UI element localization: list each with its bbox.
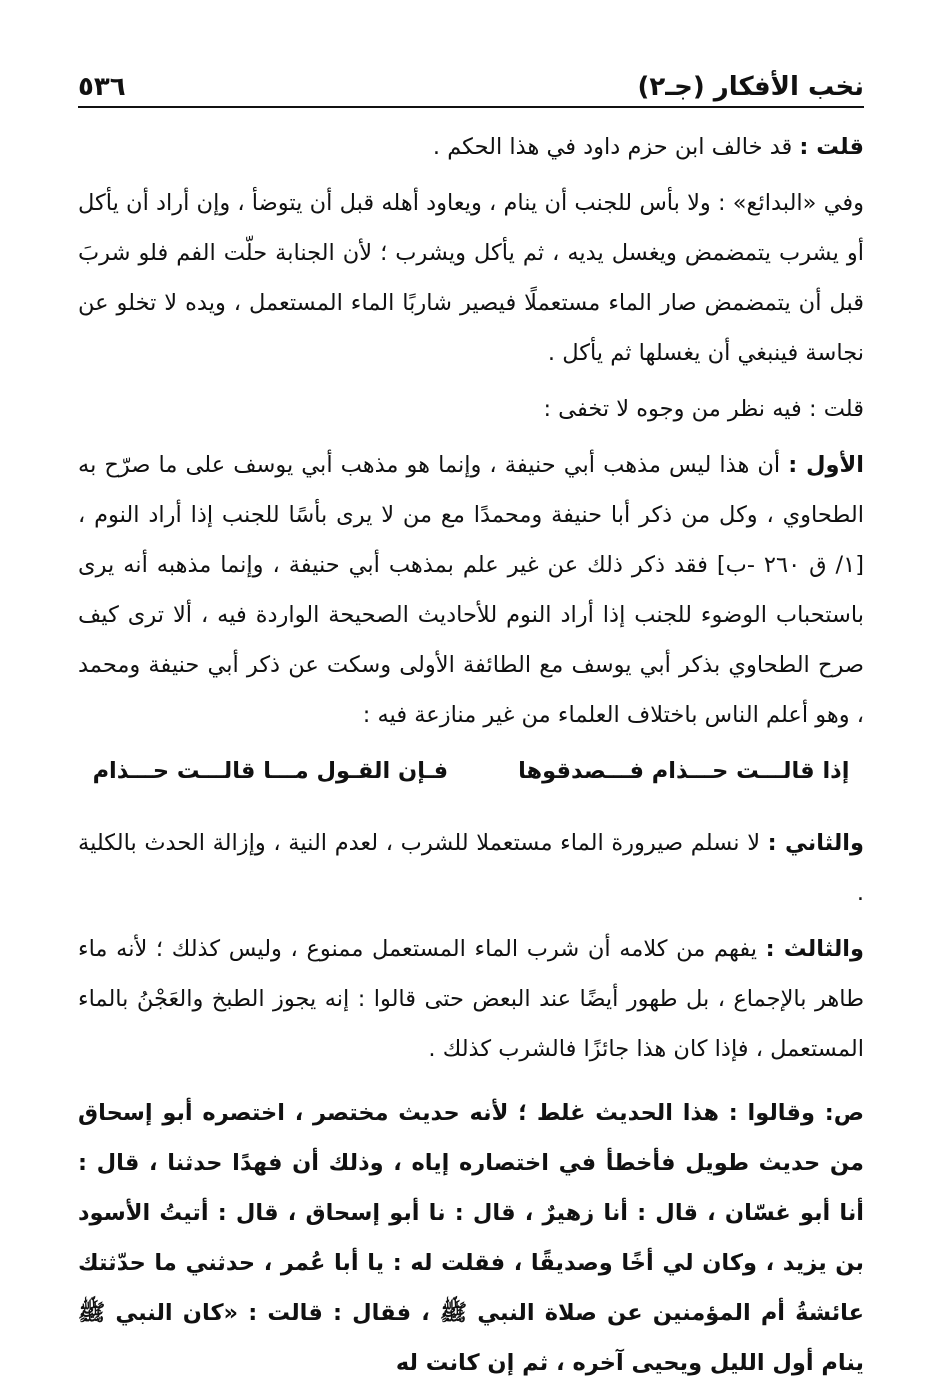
- paragraph-text: يفهم من كلامه أن شرب الماء المستعمل ممنوع ، وليس كذلك ؛ لأنه ماء طاهر بالإجماع ، بل طهور أيضًا عند البعض حتى قالوا : إنه يجوز الطبخ والعَجْنُ بالماء المستعمل ، فإذا كان هذا جائزًا فالشرب كذلك .: [78, 936, 864, 1062]
- paragraph-text: ص: وقالوا : هذا الحديث غلط ؛ لأنه حديث مختصر ، اختصره أبو إسحاق من حديث طويل فأخطأ في اختصاره إياه ، وذلك أن فهدًا حدثنا ، قال : أنا أبو غسّان ، قال : أنا زهيرٌ ، قال : نا أبو إسحاق ، قال : أتيتُ الأسود بن يزيد ، وكان لي أخًا وصديقًا ، فقلت له : يا أبا عُمر ، حدثني ما حدّثتك عائشةُ أم المؤمنين عن صلاة النبي ﷺ ، فقال : قالت : «كان النبي ﷺ ينام أول الليل ويحيى آخره ، ثم إن كانت له: [78, 1100, 864, 1376]
- poetry-verse: [78, 746, 864, 796]
- paragraph-lead: الأول :: [788, 452, 864, 478]
- paragraph-second-point: [78, 818, 864, 918]
- paragraph-qult-1: [78, 122, 864, 172]
- page-body: [78, 122, 864, 1394]
- paragraph-matn: [78, 1088, 864, 1388]
- verse-first-hemistich: إذا قالـــت حـــذام فـــصدقوها: [518, 758, 850, 784]
- paragraph-text: قلت : فيه نظر من وجوه لا تخفى :: [543, 396, 864, 422]
- spacer: [78, 1080, 864, 1088]
- paragraph-third-point: [78, 924, 864, 1074]
- paragraph-text: أن هذا ليس مذهب أبي حنيفة ، وإنما هو مذهب أبي يوسف على ما صرّح به الطحاوي ، وكل من ذكر أبا حنيفة ومحمدًا مع من لا يرى بأسًا للجنب إذا أراد النوم ، [١/ ق ٢٦٠ -ب] فقد ذكر ذلك عن غير علم بمذهب أبي حنيفة ، وإنما مذهبه أنه يرى باستحباب الوضوء للجنب إذا أراد النوم للأحاديث الصحيحة الواردة فيه ، ألا ترى كيف صرح الطحاوي بذكر أبي يوسف مع الطائفة الأولى وسكت عن ذكر أبي حنيفة ومحمد ، وهو أعلم الناس باختلاف العلماء من غير منازعة فيه :: [78, 452, 864, 728]
- paragraph-text: لا نسلم صيرورة الماء مستعملا للشرب ، لعدم النية ، وإزالة الحدث بالكلية .: [78, 830, 864, 906]
- paragraph-text: وفي «البدائع» : ولا بأس للجنب أن ينام ، ويعاود أهله قبل أن يتوضأ ، وإن أراد أن يأكل أو يشرب يتمضمض ويغسل يديه ، ثم يأكل ويشرب ؛ لأن الجنابة حلّت الفم فلو شربَ قبل أن يتمضمض صار الماء مستعملًا فيصير شاربًا الماء المستعمل ، ويده لا تخلو عن نجاسة فينبغي أن يغسلها ثم يأكل .: [78, 190, 864, 366]
- paragraph-lead: والثاني :: [767, 830, 864, 856]
- paragraph-lead: والثالث :: [765, 936, 864, 962]
- page-header: [78, 54, 864, 108]
- paragraph-lead: قلت :: [799, 134, 864, 160]
- paragraph-qult-2: [78, 384, 864, 434]
- book-title: نخب الأفكار (جـ٢): [637, 72, 864, 102]
- verse-second-hemistich: فـإن القـول مـــا قالـــت حـــذام: [92, 758, 449, 784]
- page-number: ٥٣٦: [78, 72, 126, 102]
- paragraph-text: قد خالف ابن حزم داود في هذا الحكم .: [432, 134, 800, 160]
- paragraph-first-point: [78, 440, 864, 740]
- paragraph-badai: [78, 178, 864, 378]
